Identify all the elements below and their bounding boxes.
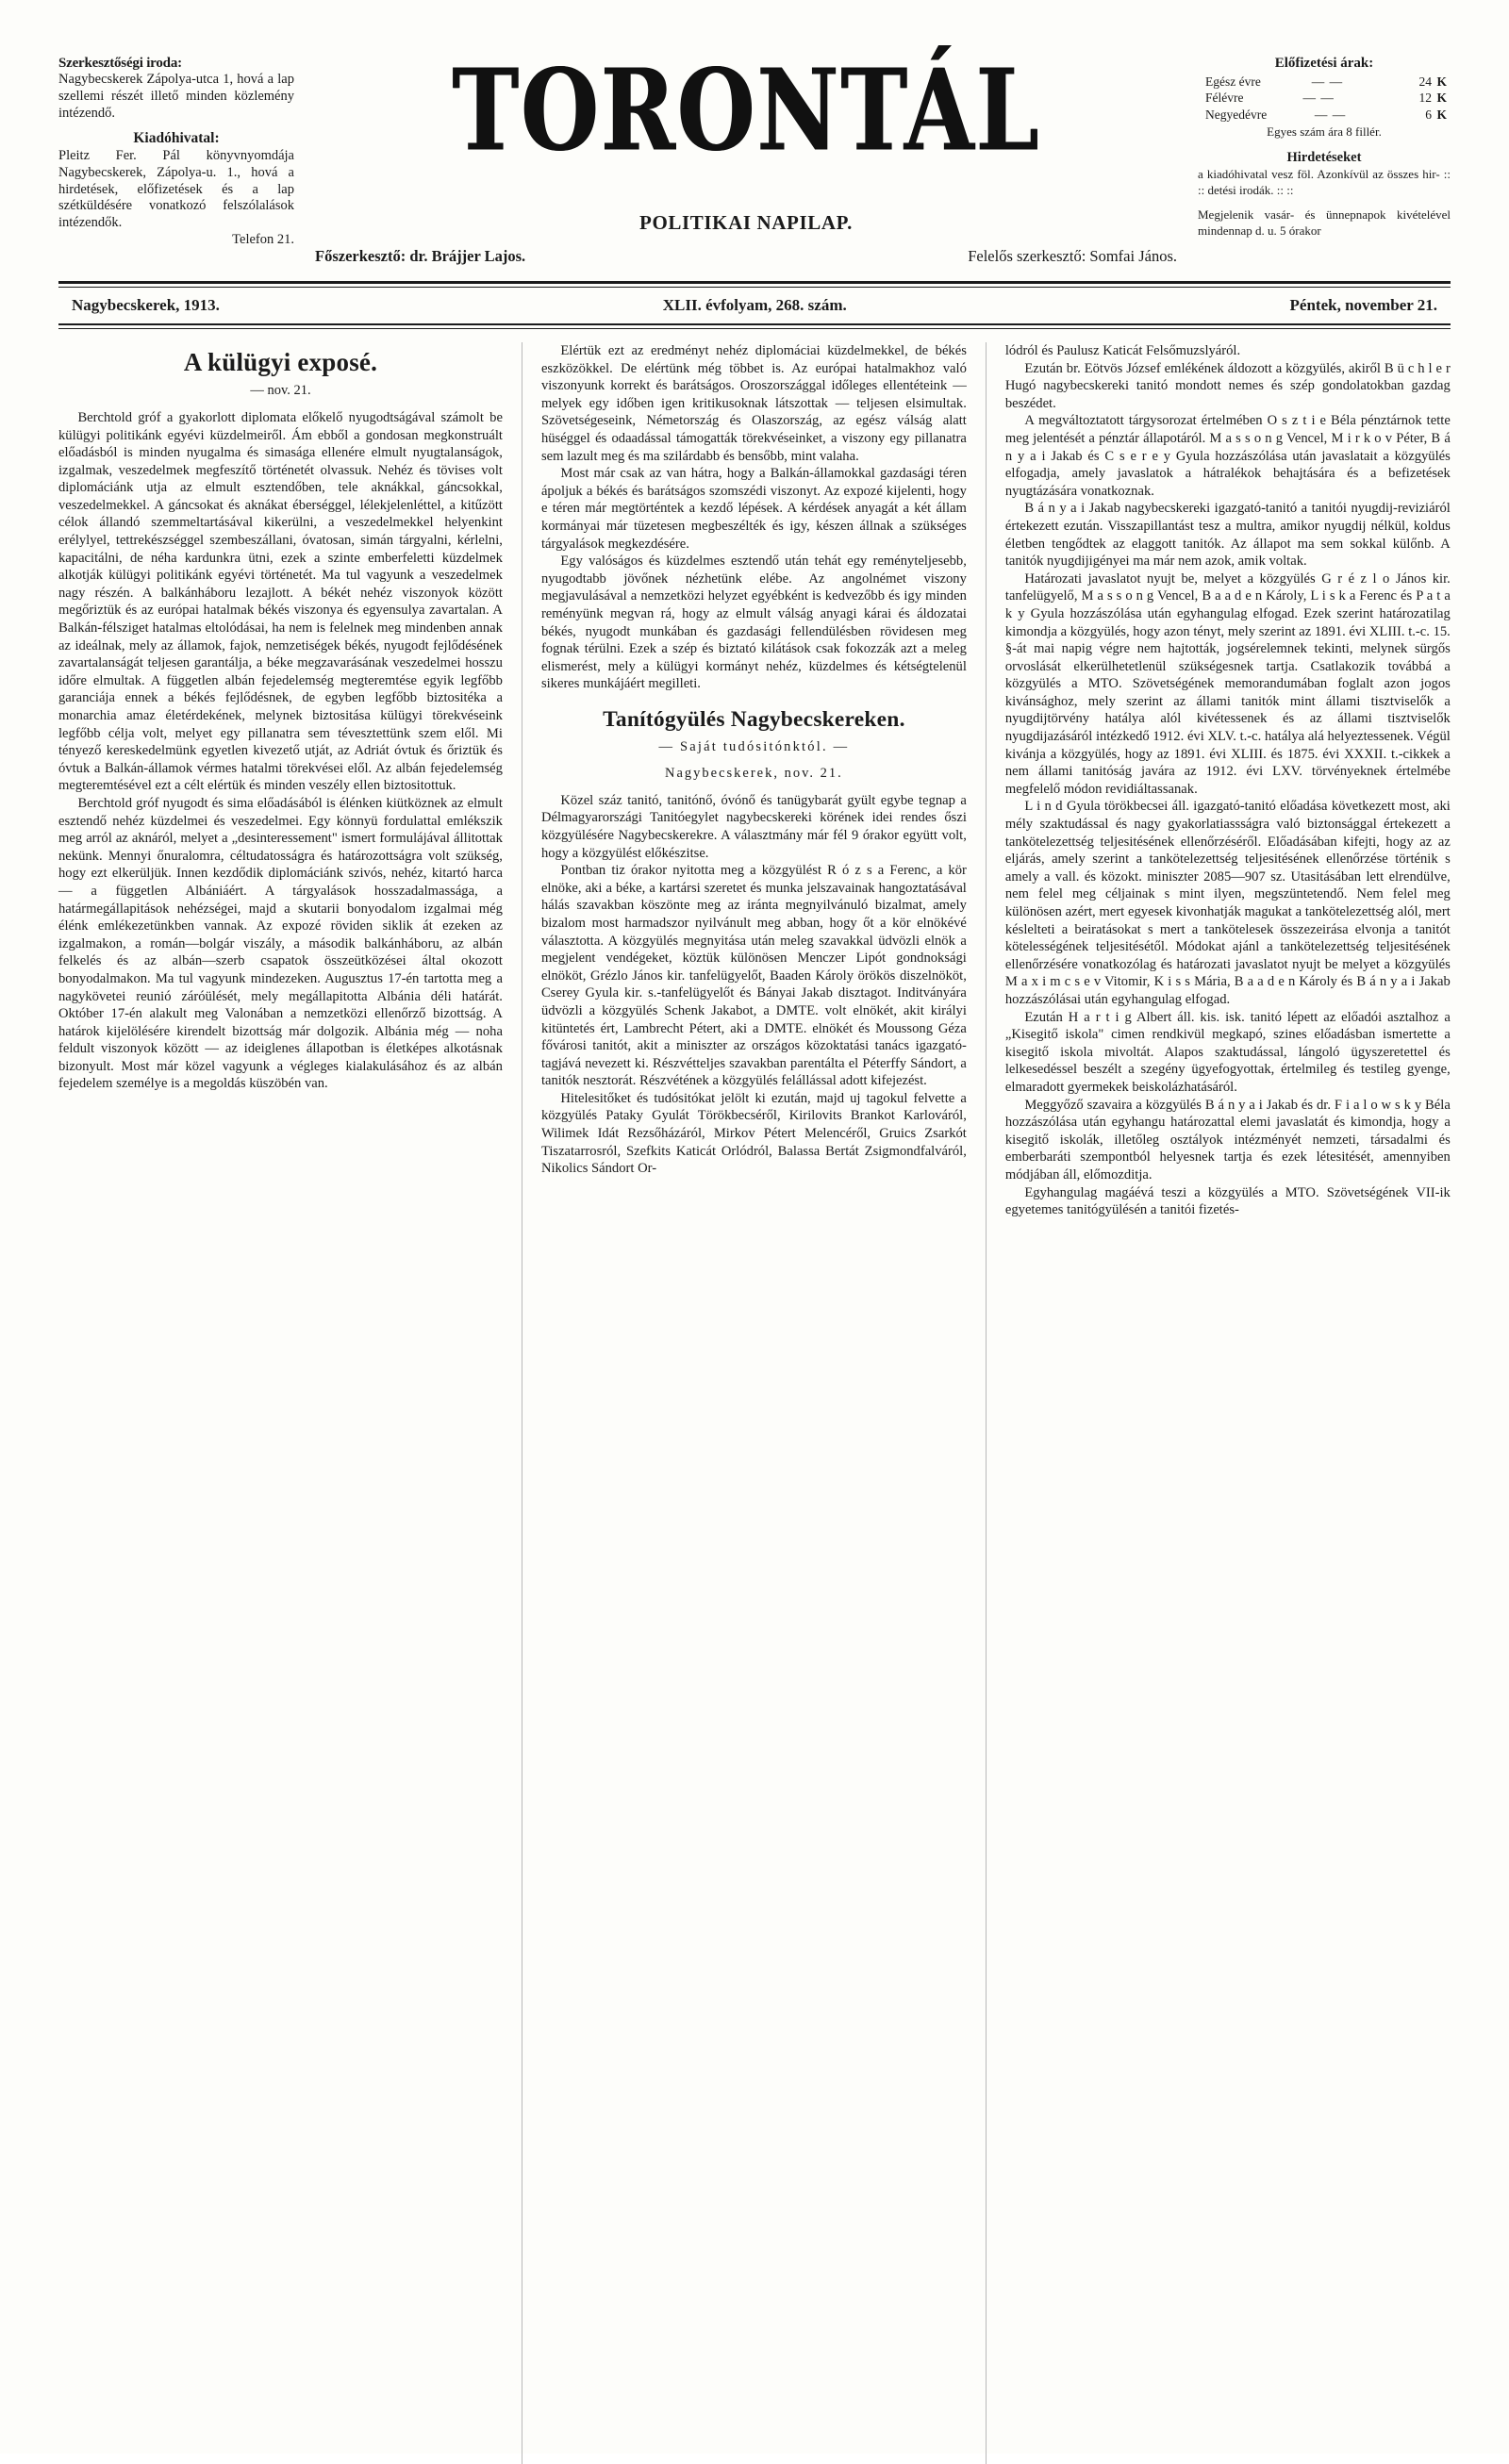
masthead [58,45,1451,266]
paragraph: Pontban tiz órakor nyitotta meg a közgyülést R ó z s a Ferenc, a kör elnöke, aki a béke, a kartársi szeretet és munka jelszavainak hangoztatásával hálás szavakban köszönte meg az iránta megnyilvánuló bizalmat, amely bizalom most harmadszor nyilvánult meg abban, hogy őt a kör elnökévé választotta. A közgyülés megnyitása után meleg szavakkal üdvözli elnök a megjelent vendégeket, köztük különösen Menczer Lipót gondnoksági elnököt, Grézlo János kir. tanfelügyelőt, Baaden Károly örökös diszelnököt, Cserey Gyula kir. s.-tanfelügyelőt és Bányai Jakab disztagot. Inditványára üdvözli a közgyülés Schenk Jakabot, a DMTE. volt elnökét, akit királyi kitüntetés ért, Lambrecht Pétert, aki a DMTE. elnökét és Moussong Géza fővárosi tanitót, akit a miniszter az országos közoktatási tanács igazgató-tagjává nevezett ki. Részvétteljes szavakban parentálta el Péterffy Sándort, a tanitók nesztorát. Részvétének a közgyülés felállással adott kifejezést. [540,863,967,1089]
dateline-place-year: Nagybecskerek, 1913. [72,296,220,314]
paragraph: lódról és Paulusz Katicát Felsőmuzslyáról. [1004,343,1241,358]
masthead-divider-thick [58,281,1451,284]
subscription-prices-header: Előfizetési árak: [1274,56,1374,71]
price-unit: K [1436,107,1447,122]
dateline [58,288,1451,323]
price-row [1198,74,1451,91]
price-label: Egész évre [1205,74,1261,89]
price-value: 6 [1425,107,1432,122]
price-unit: K [1436,74,1447,89]
column-3 [987,342,1451,2464]
ads-text: a kiadóhivatal vesz föl. Azonkívül az összes hir- :: :: detési irodák. :: :: [1198,166,1451,197]
paragraph: Ezután br. Eötvös József emlékének áldozott a közgyülés, akiről B ü c h l e r Hugó nagybecskereki tanitó mondott nemes és szép gondolatokban gazdag beszédet. [1004,360,1451,411]
article-byline-tanitogyules: — Saját tudósitónktól. — [658,738,850,754]
editorial-office-text: Nagybecskerek Zápolya-utca 1, hová a lap szellemi részét illető minden közlemény intézendő. [58,72,294,121]
publisher-header: Kiadóhivatal: [133,130,220,147]
logo-wrap [309,45,1183,179]
price-dashes: — — [1314,107,1347,122]
paragraph: L i n d Gyula törökbecsei áll. igazgató-tanitó előadása következett most, aki mély szaktudással és nagy gyakorlatiassságra való biztonsággal értekezett a tankötelezettség teljesitésének ellenőrzéséről. Előadásában kifejti, hogy az az eljárás, amely szerint a tankötelezettség teljesitésének ellenőrzése történik s amely a vall. és közokt. miniszter 2085—907 sz. Utasitásában lett elrendülve, nem felel meg céljainak s mint ilyen, megszüntetendő. Nem felel meg különösen azért, mert egyesek kivonhatják magukat a tankötelezettség alól, mert késlelteti a beiratásokat s mert a tankötelesek összezeirása elvonja a tanitót kötelességének teljesitésétől. Módokat ajánl a tankötelezettség teljesitésének ellenőrzésére vonatkozólag és határozati javaslatot nyujt be melyet a közgyülés M a x i m c s e v Vitomir, K i s s Mária, B a a d e n Károly és B á n y a i Jakab hozzászólásai után egyhangulag elfogad. [1004,799,1451,1007]
article-place-tanitogyules: Nagybecskerek, nov. 21. [665,766,843,782]
price-value: 24 [1418,74,1432,89]
responsible-editor: Felelős szerkesztő: Somfai János. [968,247,1177,265]
price-label: Félévre [1205,91,1244,106]
price-row [1198,107,1451,124]
masthead-right-info [1198,55,1451,239]
dateline-date: Péntek, november 21. [1289,296,1437,314]
paragraph: Egyhangulag magáévá teszi a közgyülés a MTO. Szövetségének VII-ik egyetemes tanitógyülésén a tanitói fizetés- [1004,1184,1451,1218]
single-copy-price: Egyes szám ára 8 fillér. [1267,124,1382,140]
paragraph: Hitelesitőket és tudósitókat jelölt ki ezután, majd uj tagokul felvette a közgyülés Pataky Gyulát Törökbecséről, Kirilovits Brankot Karlováról, Wilimek Idát Rezsőházáról, Mirkov Pétert Melencéről, Gruics Zsarkót Tiszatarrosról, Szefkits Katicát Orlódról, Balassa Bertát Zsigmondfalváról, Nikolics Sándort Or- [540,1090,967,1177]
paragraph: A megváltoztatott tárgysorozat értelmében O s z t i e Béla pénztárnok tette meg jelentését a pénztár állapotáról. M a s s o n g Vencel, M i r k o v Péter, B á n y a i Jakab és C s e r e y Gyula hozzászólása után javaslatait a közgyülés elfogadja, amely javaslatok a hátralékok behajtására és a befizetések nyugtázására vonatkoznak. [1004,413,1451,499]
paragraph: Most már csak az van hátra, hogy a Balkán-államokkal gazdasági téren ápoljuk a békés és barátságos szomszédi viszonyt. Az expozé kijelenti, hogy e téren már megtörténtek a kezdő lépések. A kérdések anyagát a két állam kormányai már tüzetesen megbeszélték és igy, készen állnak a szükséges tárgyalások megkezdésére. [540,466,967,552]
paragraph: Meggyőző szavaira a közgyülés B á n y a i Jakab és dr. F i a l o w s k y Béla hozzászólása után egyhangu határozattal elemi javaslatát és kimondja, hogy a kisegitő iskolák, illetőleg osztályok intézményét nemzeti, társadalmi és emberbaráti szempontból helyesnek tartja és ezek létesitését, amennyiben módjában áll, előmozditja. [1004,1097,1451,1182]
paragraph: Elértük ezt az eredményt nehéz diplomáciai küzdelmekkel, de békés eszközökkel. De elértünk még többet is. Az európai hatalmakhoz való viszonyunk korrekt és barátságos. Oroszországgal időleges ellentéteink — melyek egy időben igen kritikusoknak látszottak — teljesen elsimultak. Szövetségeseink, Németország és Olaszország, az egész válság alatt hüséggel és odaadással támogatták törekvéseinket, a viszony egy pillanatra sem lazult meg és ma szilárdabb és bensőbb, mint valaha. [540,343,967,464]
article-byline-expose: — nov. 21. [250,383,311,399]
dateline-divider-thick [58,323,1451,325]
paragraph: B á n y a i Jakab nagybecskereki igazgató-tanitó a tanitói nyugdij-reviziáról értekezett ezután. Visszapillantást tesz a multra, amikor nyugdij nélkül, koldus életben tengődtek az elaggott tanitók. Az állapot ma sem sokkal külőnb. A tanitók nyugdijigényei ma már nem azok, amik voltak. [1004,501,1451,570]
newspaper-subtitle: POLITIKAI NAPILAP. [639,211,853,234]
column-1 [58,342,522,2464]
dateline-divider-thin [58,328,1451,329]
paragraph: Egy valóságos és küzdelmes esztendő után tehát egy reményteljesebb, nyugodtabb jövőnek nézhetünk elébe. Az angolnémet viszony megjavulásával a nemzetközi helyzet egyébként is kedvezőbb és igy minden reményünk megvan rá, hogy az elmult válság anyagi kárai és áldozatai békés, nyugodt munkában és gazdasági fellendülésben rövidesen meg fognak térülni. Ezek a szép és biztató kilátások csak fokozzák azt a meleg elismerést, mely a külügyi kormányt nehéz, küzdelmes és kétségtelenül sikeres munkájáért megilleti. [540,554,967,692]
dateline-issue: XLII. évfolyam, 268. szám. [662,296,847,314]
telephone-text: Telefon 21. [232,231,294,247]
masthead-left-info [58,55,294,248]
price-value: 12 [1418,91,1432,106]
price-dashes: — — [1311,74,1344,89]
publisher-text: Pleitz Fer. Pál könyvnyomdája Nagybecskerek, Zápolya-u. 1., hová a hirdetések, előfizetések és a lap szétküldésére vonatkozó felszólalások intézendők. [58,148,294,231]
paragraph: Berchtold gróf nyugodt és sima előadásából is élénken kiütköznek az elmult esztendő nehéz küzdelmei és veszedelmei. Egy könnyü fordulattal emlékszik meg arról az aknáról, melyet a „desinteressement" ismert formulájával állitottak nekünk. Mennyi őnuralomra, céltudatosságra és határozottságra volt szükség, hogy ezt elkerüljük. Innen kezdődik diplomáciánk szivós, nehéz, kitartó harca — a független Albániáért. A tárgyalások hosszadalmassága, a határmegállapitások nehézségei, majd a skutarii bonyodalom izgalmai még élénk emlékezetünkben vannak. Az expozé röviden siklik át ezeken az izgalmakon, a román—bolgár viszály, a második balkánháboru, az albán felkelés és az albán—szerb csapatok összeütközései által okozott bonyodalmakon. Ma tul vagyunk mindezeken. Augusztus 17-én tartotta meg a nagykövetei reunió záróülését, mely megállapitotta Albánia déli határát. Október 17-én alakult meg Valonában a nemzetközi ellenőrző bizottság. A határok kijelölésére kirendelt bizottság már dolgozik. Albánia még — noha feldult viszonyok között — az ideiglenes állapotban is életképes alkotásnak bizonyult. Most már közel vagyunk a végleges kialakulásához és az albán fejedelem személye is a megoldás küszöbén van. [58,795,503,1092]
masthead-center [304,45,1188,266]
editor-in-chief: Főszerkesztő: dr. Brájjer Lajos. [315,247,526,265]
price-row [1198,90,1451,107]
article-title-expose: A külügyi exposé. [183,348,378,376]
price-dashes: — — [1302,91,1335,106]
ads-header: Hirdetéseket [1286,150,1362,166]
editors-row [309,247,1183,266]
publication-schedule: Megjelenik vasár- és ünnepnapok kivételével mindennap d. u. 5 órakor [1198,207,1451,238]
newspaper-logo: TORONTÁL [452,45,1040,176]
article-columns [58,342,1451,2464]
paragraph: Berchtold gróf a gyakorlott diplomata előkelő nyugodtságával számolt be külügyi politikánk egyévi küzdelmeiről. Ám ebből a gondosan megkonstruált előadásból is minden nyugalma és simasága ellenére elmult nyugtalanságok, izgalmak, veszedelmek megfeszítő történetét olvassuk. Nehéz és tövises volt diplomáciánk utja az elmult esztendőben, tele aknákkal, gáncsokkal, veszedelmekkel. A gáncsokat és aknákat éberséggel, lélekjelenléttel, a kitűzött célok állandó szemmeltartásával kikerülni, a veszedelmekkel helyenkint erélylyel, tettrekészséggel szembeszállani, óvatosan, simán tárgyalni, kérlelni, kapacitálni, de néha kardunkra ütni, ezek a szinte emberfeletti küzdelmek alkotják külügyi politikánk egyévi történetét. Ma tul vagyunk a veszedelmek nagy részén. A balkánháboru lezajlott. A békét nehéz viszonyok között megőriztük és az európai hatalmak békés viszonya és egyensulya zavartalan. A Balkán-félsziget hatalmas eltolódásai, ha nem is felelnek meg mindenben annak az ideálnak, mely az államok, fajok, nemzetiségek békés, nyugodt fejlődésének zavartalanságát teljesen garantálja, a béke megzavarásának veszedelmei hosszu időre elmultak. A független albán fejedelemség megteremtése egyik legfőbb garanciája ennek a békés fejlődésnek, de egyben legfőbb biztositéka a monarchia amaz életérdekének, melynek biztositása külügyi törekvéseink legfőbb célja volt, melyet egy pillanatra sem tévesztettünk szem elől. Mi tényező kereskedelmünk egyetlen kivezető utját, az Adriát óvtuk és őriztük és óvtuk a Balkán-államok vérmes hatalmi törekvései elől. Az albán fejedelemség megteremtésével ezt a célt elértük és minden veszély ellen biztositottuk. [58,409,503,794]
price-unit: K [1436,91,1447,106]
price-label: Negyedévre [1205,107,1268,122]
article-title-tanitogyules: Tanítógyülés Nagybecskereken. [603,706,905,732]
editorial-office-header: Szerkesztőségi iroda: [58,56,182,71]
column-2 [522,342,987,2464]
paragraph: Határozati javaslatot nyujt be, melyet a közgyülés G r é z l o János kir. tanfelügyelő, M a s s o n g Vencel, B a a d e n Károly, L i s k a Ferenc és P a t a k y Gyula hozzászólása után egyhangulag elfogad. Ezek szerint határozatilag kimondja a közgyülés, hogy azon tényt, mely szerint az 1891. évi XLIII. t.-c. 15. §-át mai napig végre nem hajtották, jogsérelemnek tekinti, melynek sürgős orvoslását elkerülhetetlenül szükségesnek tartja. Csatlakozik továbbá a közgyülés a MTO. Szövetségének memorandumában foglalt azon jogos kivánsághoz, mely szerint az állami tanitók mint állami tisztviselők a nyugdijtörvény hatálya alól kivétessenek és az állami tisztviselők nyugdijazásáról intézkedő 1912. évi XLV. t.-c. hatálya alá helyeztessenek. Végül kivánja a közgyülés, hogy az 1891. évi XLIII. és 1875. évi XXXII. t.-cikkek a nem állami tanitóság javára az 1912. évi LXV. törvényeknek értelmébe megfelelő módon revidiáltassanak. [1004,571,1451,797]
paragraph: Közel száz tanitó, tanitónő, óvónő és tanügybarát gyült egybe tegnap a Délmagyarországi Tanitóegylet nagybecskereki körének idei rendes őszi közgyülésére Nagybecskerekre. A választmány már fél 9 órakor együtt volt, hogy a közgyülést előkészitse. [540,792,967,861]
paragraph: Ezután H a r t i g Albert áll. kis. isk. tanitó lépett az előadói asztalhoz a „Kisegitő iskola" cimen rendkivül megkapó, szines előadásban ismertette a kisegitő iskola mivoltát. Alapos szaktudással, lángoló ügyszeretettel és lelkesedéssel beszélt a szegény ügyefogyottak, értelmileg és testileg gyenge, elmaradott gyermekek beiskolázhatásáról. [1004,1009,1451,1095]
